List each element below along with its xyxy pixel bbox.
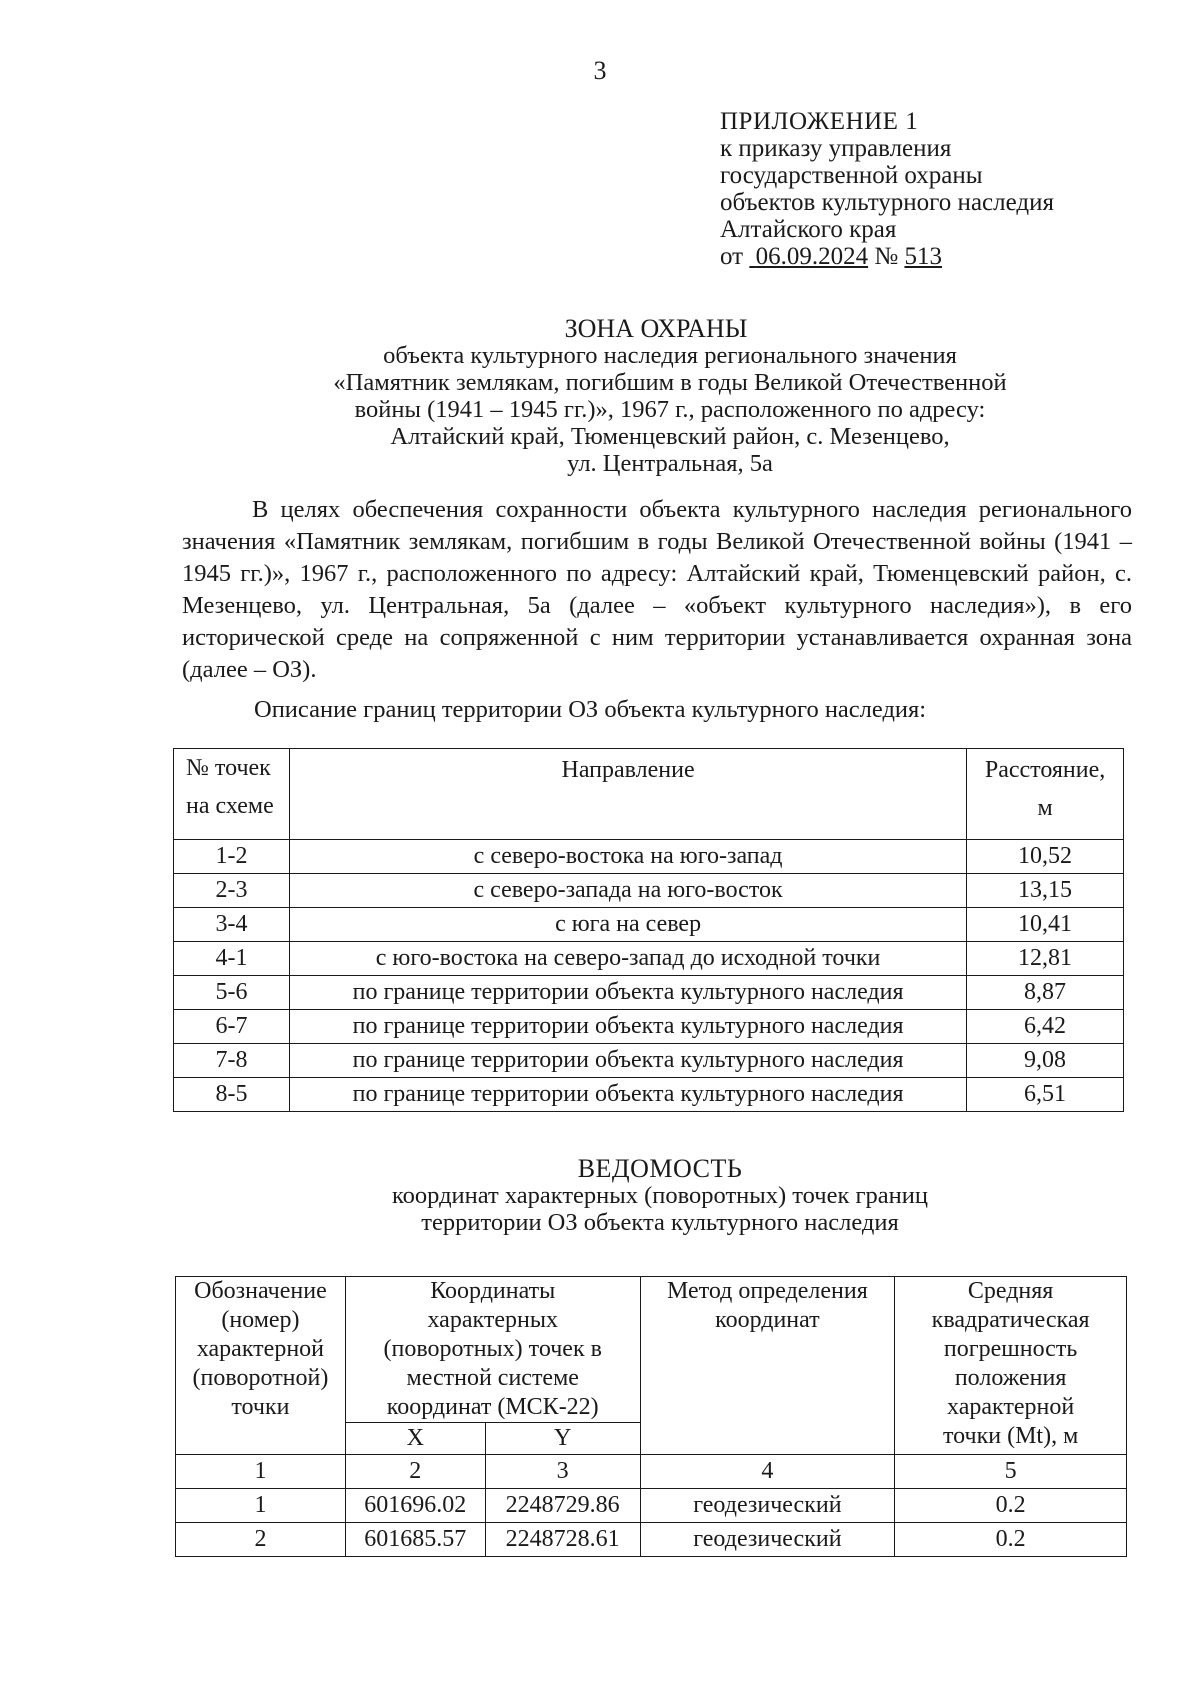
- body-paragraph: В целях обеспечения сохранности объекта культурного наследия регионального значения «Памятник землякам, погибшим в годы Великой Отечественной войны (1941 – 1945 гг.)», 1967 г., расположенного по адресу: Алтайский край, Тюменцевский район, с. Мезенцево, ул. Центральная, 5а (далее – «объект культурного наследия»), в его исторической среде на сопряженной с ним территории устанавливается охранная зона (далее – ОЗ).: [182, 496, 1132, 683]
- header-points: № точек на схеме: [174, 749, 290, 840]
- header-method: Метод определения координат: [640, 1277, 895, 1455]
- column-number: 1: [176, 1455, 346, 1489]
- table-row: [176, 1489, 1127, 1523]
- cell-direction: с юго-востока на северо-запад до исходной точки: [290, 942, 967, 976]
- cell-y: 2248728.61: [485, 1523, 640, 1557]
- cell-direction: по границе территории объекта культурного наследия: [290, 1078, 967, 1112]
- appendix-date-line: [720, 243, 1054, 270]
- column-number: 4: [640, 1455, 895, 1489]
- vedomost-subtitle-line: координат характерных (поворотных) точек границ: [391, 1182, 929, 1209]
- cell-direction: по границе территории объекта культурного наследия: [290, 1044, 967, 1078]
- column-number-row: [176, 1455, 1127, 1489]
- table-row: [176, 1523, 1127, 1557]
- zone-subtitle: [200, 342, 1140, 477]
- appendix-line: объектов культурного наследия: [720, 189, 1054, 216]
- cell-error: 0.2: [895, 1523, 1127, 1557]
- appendix-title: ПРИЛОЖЕНИЕ 1: [720, 108, 919, 135]
- table-row: [174, 840, 1124, 874]
- coordinates-table: [175, 1276, 1127, 1557]
- cell-points: 7-8: [174, 1044, 290, 1078]
- zone-title: ЗОНА ОХРАНЫ: [564, 314, 748, 343]
- header-x: X: [345, 1423, 485, 1455]
- table-header-row: [176, 1277, 1127, 1423]
- number-prefix: №: [874, 243, 899, 270]
- appendix-line: к приказу управления: [720, 135, 952, 162]
- cell-direction: по границе территории объекта культурного наследия: [290, 1010, 967, 1044]
- cell-distance: 12,81: [967, 942, 1124, 976]
- boundary-description: Описание границ территории ОЗ объекта культурного наследия:: [254, 696, 927, 723]
- cell-points: 4-1: [174, 942, 290, 976]
- vedomost-title: ВЕДОМОСТЬ: [577, 1154, 743, 1183]
- header-distance: Расстояние, м: [967, 749, 1124, 840]
- cell-distance: 13,15: [967, 874, 1124, 908]
- cell-points: 2-3: [174, 874, 290, 908]
- cell-method: геодезический: [640, 1523, 895, 1557]
- header-direction: Направление: [290, 749, 967, 840]
- table-row: [174, 874, 1124, 908]
- table-row: [174, 1044, 1124, 1078]
- table-row: [174, 908, 1124, 942]
- appendix-line: Алтайского края: [720, 216, 897, 243]
- cell-points: 5-6: [174, 976, 290, 1010]
- vedomost-subtitle: [300, 1182, 1020, 1236]
- cell-distance: 9,08: [967, 1044, 1124, 1078]
- cell-direction: с юга на север: [290, 908, 967, 942]
- cell-x: 601696.02: [345, 1489, 485, 1523]
- date-prefix: от: [720, 243, 744, 270]
- cell-error: 0.2: [895, 1489, 1127, 1523]
- cell-distance: 6,42: [967, 1010, 1124, 1044]
- cell-y: 2248729.86: [485, 1489, 640, 1523]
- zone-subtitle-line: ул. Центральная, 5а: [567, 450, 773, 477]
- column-number: 3: [485, 1455, 640, 1489]
- zone-subtitle-line: Алтайский край, Тюменцевский район, с. Мезенцево,: [390, 423, 950, 450]
- zone-subtitle-line: «Памятник землякам, погибшим в годы Великой Отечественной: [333, 369, 1007, 396]
- header-error: Средняя квадратическая погрешность положения характерной точки (Mt), м: [895, 1277, 1127, 1455]
- cell-direction: по границе территории объекта культурного наследия: [290, 976, 967, 1010]
- table-row: [174, 976, 1124, 1010]
- cell-points: 6-7: [174, 1010, 290, 1044]
- table-row: [174, 1010, 1124, 1044]
- cell-method: геодезический: [640, 1489, 895, 1523]
- order-date: 06.09.2024: [755, 243, 869, 270]
- header-y: Y: [485, 1423, 640, 1455]
- cell-point: 2: [176, 1523, 346, 1557]
- header-coordinates: Координаты характерных (поворотных) точек в местной системе координат (МСК-22): [345, 1277, 640, 1423]
- cell-point: 1: [176, 1489, 346, 1523]
- order-number: 513: [904, 243, 942, 270]
- cell-points: 8-5: [174, 1078, 290, 1112]
- cell-points: 1-2: [174, 840, 290, 874]
- table-header-row: [174, 749, 1124, 840]
- header-designation: Обозначение (номер) характерной (поворотной) точки: [176, 1277, 346, 1455]
- column-number: 2: [345, 1455, 485, 1489]
- cell-points: 3-4: [174, 908, 290, 942]
- table-row: [174, 1078, 1124, 1112]
- cell-distance: 10,52: [967, 840, 1124, 874]
- cell-distance: 10,41: [967, 908, 1124, 942]
- zone-subtitle-line: войны (1941 – 1945 гг.)», 1967 г., расположенного по адресу:: [354, 396, 986, 423]
- table-row: [174, 942, 1124, 976]
- appendix-block: [720, 108, 1054, 270]
- boundary-table: [173, 748, 1124, 1112]
- column-number: 5: [895, 1455, 1127, 1489]
- zone-subtitle-line: объекта культурного наследия регионального значения: [383, 342, 957, 369]
- cell-distance: 8,87: [967, 976, 1124, 1010]
- cell-direction: с северо-востока на юго-запад: [290, 840, 967, 874]
- cell-distance: 6,51: [967, 1078, 1124, 1112]
- page-number: 3: [593, 56, 607, 85]
- appendix-line: государственной охраны: [720, 162, 983, 189]
- vedomost-subtitle-line: территории ОЗ объекта культурного наследия: [421, 1209, 899, 1236]
- cell-x: 601685.57: [345, 1523, 485, 1557]
- cell-direction: с северо-запада на юго-восток: [290, 874, 967, 908]
